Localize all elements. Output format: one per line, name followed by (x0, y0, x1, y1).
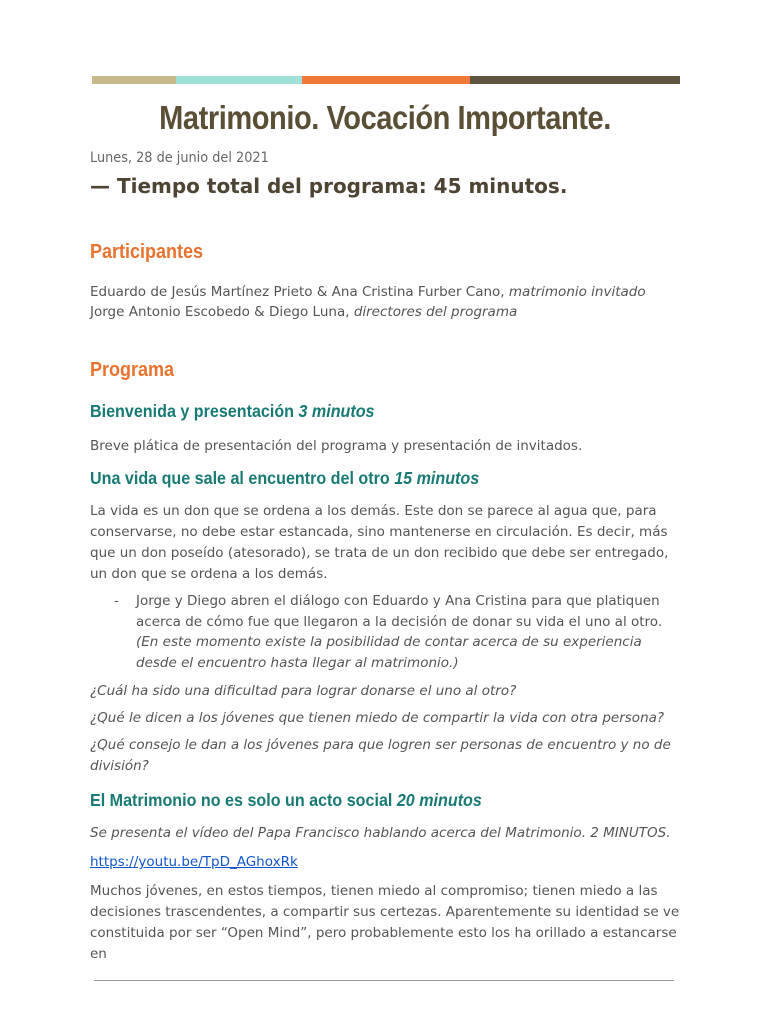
guest-role: matrimonio invitado (508, 284, 646, 300)
director-role: directores del programa (353, 304, 518, 320)
segment-encounter-duration: 15 minutos (394, 468, 480, 488)
video-link[interactable]: https://youtu.be/TpD_AGhoxRk (90, 854, 298, 870)
color-bar-segment-tan (92, 76, 176, 84)
segment-marriage-heading (90, 787, 633, 813)
program-heading: Programa (90, 359, 175, 381)
bullet-dash: - (114, 593, 119, 609)
header-color-bar (92, 76, 680, 84)
video-link-line (90, 852, 680, 873)
bullet-note: (En este momento existe la posibilidad de contar acerca de su experiencia desde el encuentro hasta llegar al matrimonio.) (136, 634, 642, 671)
color-bar-segment-brown (470, 76, 680, 84)
question-3: ¿Qué consejo le dan a los jóvenes para que logren ser personas de encuentro y no de división? (90, 737, 671, 774)
segment-encounter-heading (90, 465, 633, 491)
director-names: Jorge Antonio Escobedo & Diego Luna, (90, 304, 354, 320)
participants-list (90, 282, 680, 322)
segment-encounter-text: La vida es un don que se ordena a los demás. Este don se parece al agua que, para conservarse, no debe estar estancada, sino mantenerse en circulación. Es decir, más que un don poseído (atesorado), se trata de un don recibido que debe ser entregado, un don que se ordena a los demás. (90, 503, 669, 582)
guest-names: Eduardo de Jesús Martínez Prieto & Ana Cristina Furber Cano, (90, 284, 509, 300)
total-time: — Tiempo total del programa: 45 minutos. (90, 174, 568, 198)
document-date: Lunes, 28 de junio del 2021 (90, 150, 269, 166)
question-1: ¿Cuál ha sido una dificultad para lograr donarse el uno al otro? (90, 683, 517, 699)
color-bar-segment-teal (176, 76, 302, 84)
segment-marriage-duration: 20 minutos (396, 790, 482, 810)
document-title: Matrimonio. Vocación Importante. (159, 99, 611, 136)
segment-welcome-title: Bienvenida y presentación (90, 401, 299, 421)
segment-welcome-text: Breve plática de presentación del programa y presentación de invitados. (90, 438, 583, 454)
document-body (90, 96, 680, 965)
segment-welcome-heading (90, 398, 633, 424)
bullet-text (136, 591, 680, 673)
bullet-main-text: Jorge y Diego abren el diálogo con Eduardo y Ana Cristina para que platiquen acerca de cómo fue que llegaron a la decisión de donar su vida el uno al otro. (136, 593, 663, 630)
segment-welcome-duration: 3 minutos (298, 401, 375, 421)
participant-line-directors (90, 302, 680, 322)
segment-encounter-title: Una vida que sale al encuentro del otro (90, 468, 395, 488)
segment-marriage-text: Muchos jóvenes, en estos tiempos, tienen miedo al compromiso; tienen miedo a las decisiones trascendentes, a compartir sus certezas. Aparentemente su identidad se ve constituida por ser “Open Mind”, pero probablemente esto los ha orillado a estancarse en (90, 883, 680, 962)
question-2: ¿Qué le dicen a los jóvenes que tienen miedo de compartir la vida con otra persona? (90, 710, 665, 726)
program-section (90, 356, 680, 965)
page-divider (94, 980, 674, 981)
dialogue-bullet (90, 591, 680, 673)
participant-line-guests (90, 282, 680, 302)
color-bar-segment-orange (302, 76, 470, 84)
video-note: Se presenta el vídeo del Papa Francisco hablando acerca del Matrimonio. 2 MINUTOS. (90, 825, 671, 841)
segment-marriage-title: El Matrimonio no es solo un acto social (90, 790, 397, 810)
participants-heading: Participantes (90, 241, 204, 263)
participants-section (90, 238, 680, 322)
